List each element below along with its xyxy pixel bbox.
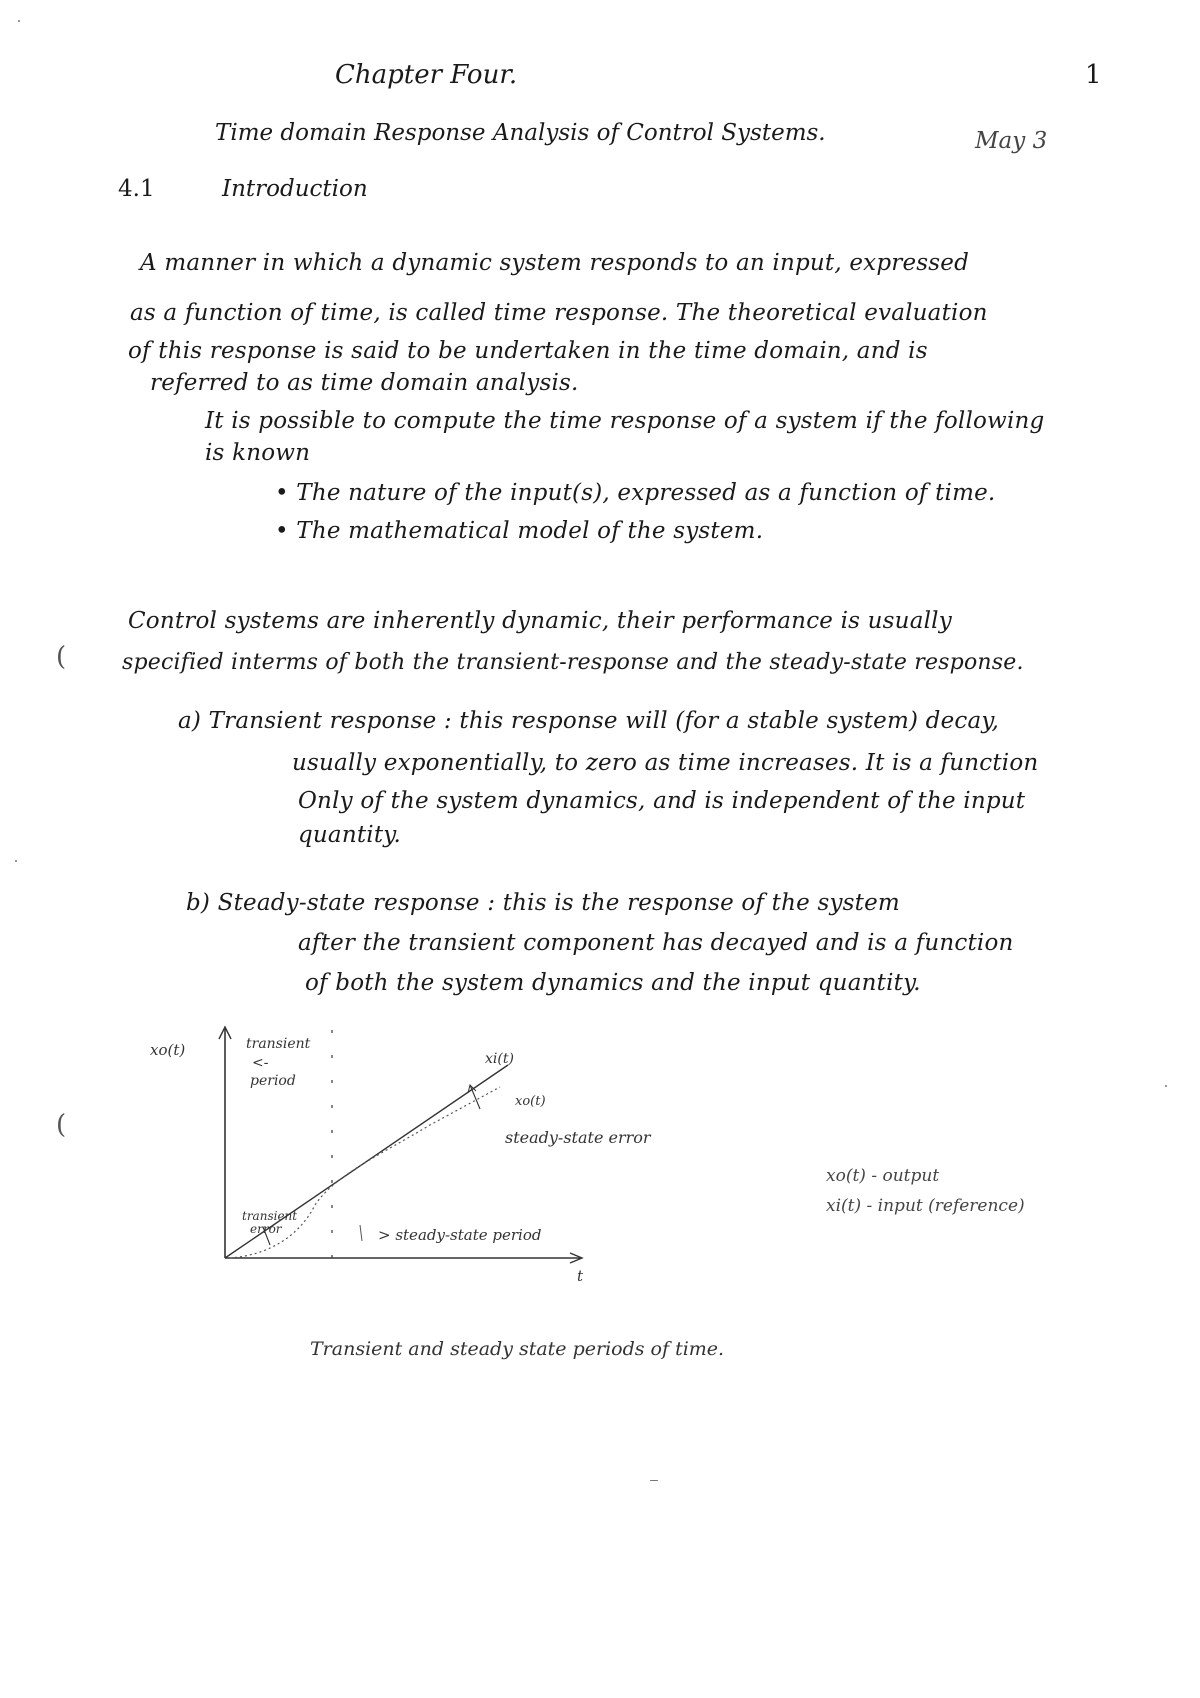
intro-line: It is possible to compute the time response of a system if the following [205,408,1045,434]
punch-hole-mark: ( [56,1110,67,1140]
response-periods-figure [150,1015,730,1305]
input-label: xi(t) [485,1051,514,1067]
performance-line: Control systems are inherently dynamic, their performance is usually [128,608,952,634]
intro-line: is known [205,440,311,466]
steady-state-period-label: > steady-state period [378,1226,542,1244]
section-number: 4.1 [118,176,155,202]
scan-speck [18,20,20,22]
output-label: xo(t) [515,1094,546,1109]
scan-speck [15,860,17,862]
intro-line: referred to as time domain analysis. [150,370,579,396]
intro-line: A manner in which a dynamic system responds to an input, expressed [140,250,970,276]
intro-bullet: • The nature of the input(s), expressed as a function of time. [275,480,996,506]
steady-state-response-line: of both the system dynamics and the input quantity. [305,970,921,996]
transient-response-line: Only of the system dynamics, and is independent of the input [298,788,1026,814]
transient-response-line: usually exponentially, to zero as time increases. It is a function [292,750,1039,776]
legend-output: xo(t) - output [826,1166,940,1186]
transient-response-line: a) Transient response : this response will (for a stable system) decay, [178,708,1000,734]
performance-line: specified interms of both the transient-response and the steady-state response. [122,650,1024,675]
punch-hole-mark: ( [56,642,67,672]
intro-line: of this response is said to be undertaken in the time domain, and is [128,338,928,364]
chapter-title: Chapter Four. [335,60,518,90]
transient-response-line: quantity. [298,822,401,848]
transient-period-label: <- [252,1055,269,1071]
steady-period-marker [360,1225,362,1241]
steady-state-error-label: steady-state error [505,1128,651,1147]
steady-state-response-line: after the transient component has decayed and is a function [298,930,1014,956]
steady-state-response-line: b) Steady-state response : this is the response of the system [186,890,900,916]
x-axis-label: t [577,1267,584,1285]
figure-caption: Transient and steady state periods of time. [310,1338,725,1360]
page-number: 1 [1085,60,1102,90]
note-date: May 3 [975,128,1048,154]
steady-state-error-marker [470,1085,480,1109]
legend-input: xi(t) - input (reference) [826,1196,1025,1216]
chapter-subtitle: Time domain Response Analysis of Control Systems. [215,120,826,146]
intro-bullet: • The mathematical model of the system. [275,518,764,544]
scan-speck [1165,1085,1167,1087]
transient-error-label: transient [242,1209,298,1223]
y-axis-label: xo(t) [150,1041,186,1059]
transient-period-label: period [250,1073,296,1089]
scan-speck [650,1480,658,1481]
transient-error-label: error [250,1222,282,1236]
intro-line: as a function of time, is called time response. The theoretical evaluation [130,300,988,326]
section-title: Introduction [222,176,368,202]
transient-period-label: transient [246,1036,311,1052]
